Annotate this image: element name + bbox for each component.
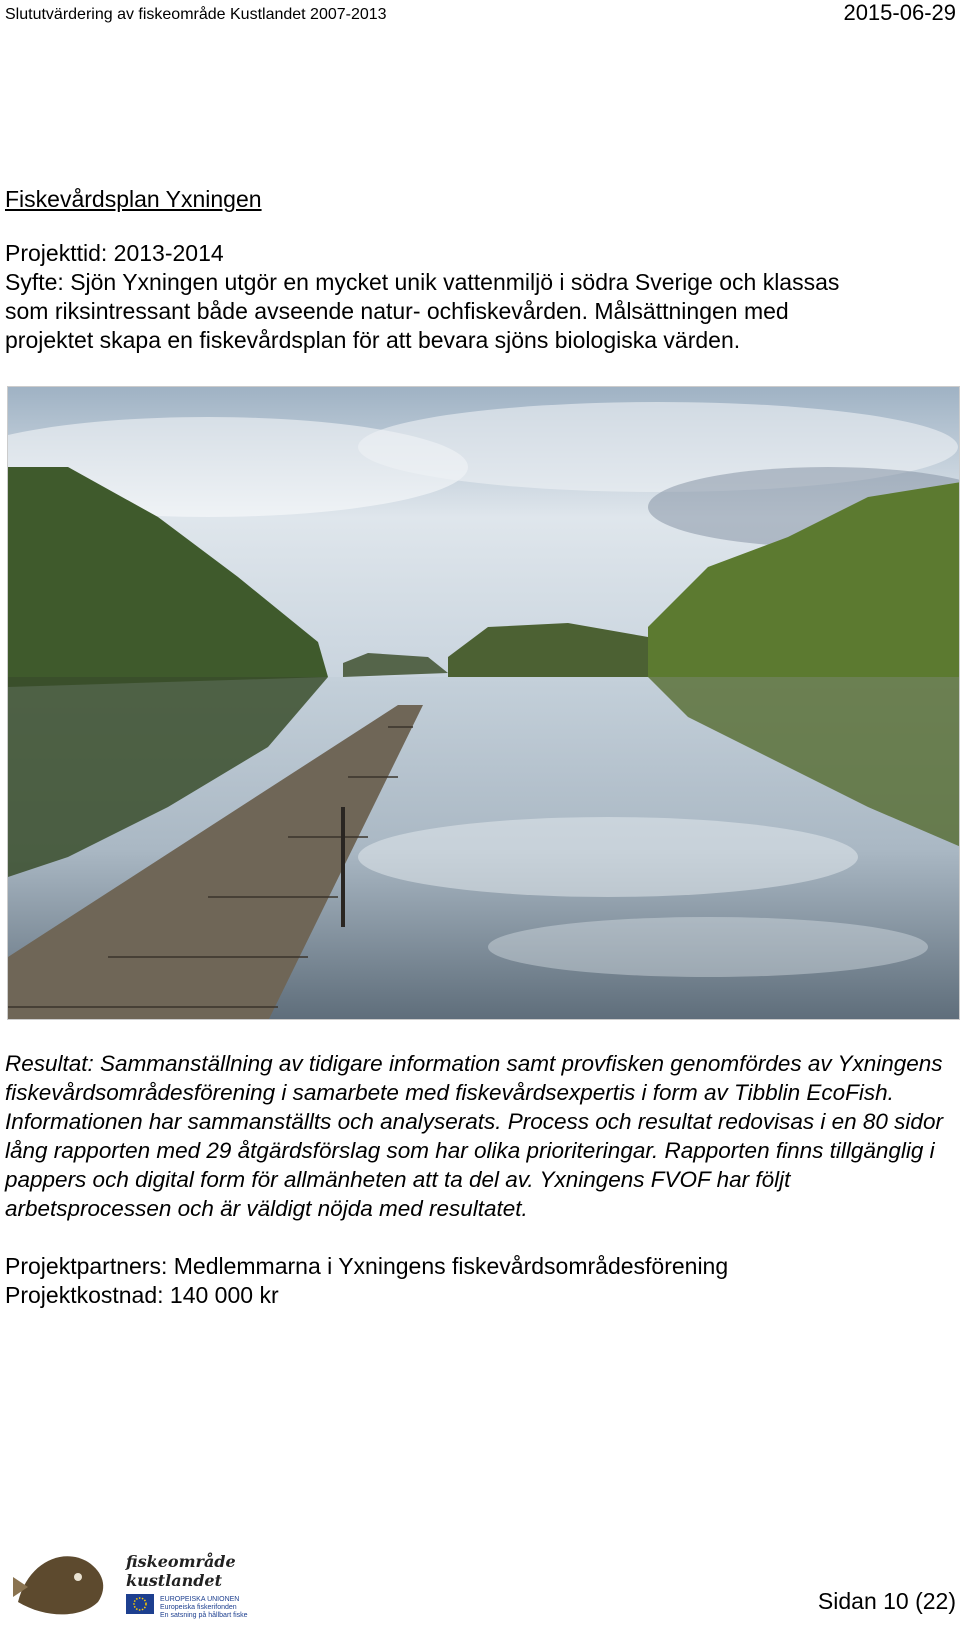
- lake-jetty-photo: [7, 386, 960, 1020]
- page-header: [0, 0, 960, 30]
- project-meta: [5, 1252, 728, 1310]
- intro-line: projektet skapa en fiskevårdsplan för att bevara sjöns biologiska värden.: [5, 327, 741, 353]
- intro-line: som riksintressant både avseende natur- ochfiskevården. Målsättningen med: [5, 298, 789, 324]
- intro-text: [5, 239, 950, 355]
- eu-line: Europeiska fiskerifonden: [160, 1604, 237, 1611]
- section-title: Fiskevårdsplan Yxningen: [5, 186, 262, 212]
- project-cost: Projektkostnad: 140 000 kr: [5, 1282, 279, 1308]
- eu-line: En satsning på hållbart fiske: [160, 1612, 248, 1619]
- project-partners: Projektpartners: Medlemmarna i Yxningens fiskevårdsområdesförening: [5, 1253, 729, 1279]
- intro-line: Syfte: Sjön Yxningen utgör en mycket unik vattenmiljö i södra Sverige och klassas: [5, 269, 840, 295]
- page-number: Sidan 10 (22): [817, 1588, 956, 1614]
- fish-logo-icon: [8, 1532, 128, 1624]
- logo-text: fiskeområde kustlandet: [126, 1552, 236, 1590]
- fiskeomrade-logo: [8, 1532, 258, 1624]
- eu-flag-icon: [126, 1594, 154, 1614]
- eu-line: EUROPEISKA UNIONEN: [160, 1596, 240, 1603]
- result-paragraph: Resultat: Sammanställning av tidigare information samt provfisken genomfördes av Yxningens fiskevårdsområdesförening i samarbete med fiskevårdsexpertis i form av Tibblin EcoFish. Informationen har sammanställts och analyserats. Process och resultat redovisas i en 80 sidor lång rapporten med 29 åtgärdsförslag som har olika prioriteringar. Rapporten finns tillgänglig i pappers och digital form för allmänheten att ta del av. Yxningens FVOF har följt arbetsprocessen och är väldigt nöjda med resultatet.: [5, 1051, 943, 1221]
- document-date: 2015-06-29: [843, 0, 956, 25]
- document-title: Slututvärdering av fiskeområde Kustlandet 2007-2013: [5, 6, 387, 23]
- intro-line: Projekttid: 2013-2014: [5, 240, 224, 266]
- eu-fund-text: [160, 1596, 270, 1620]
